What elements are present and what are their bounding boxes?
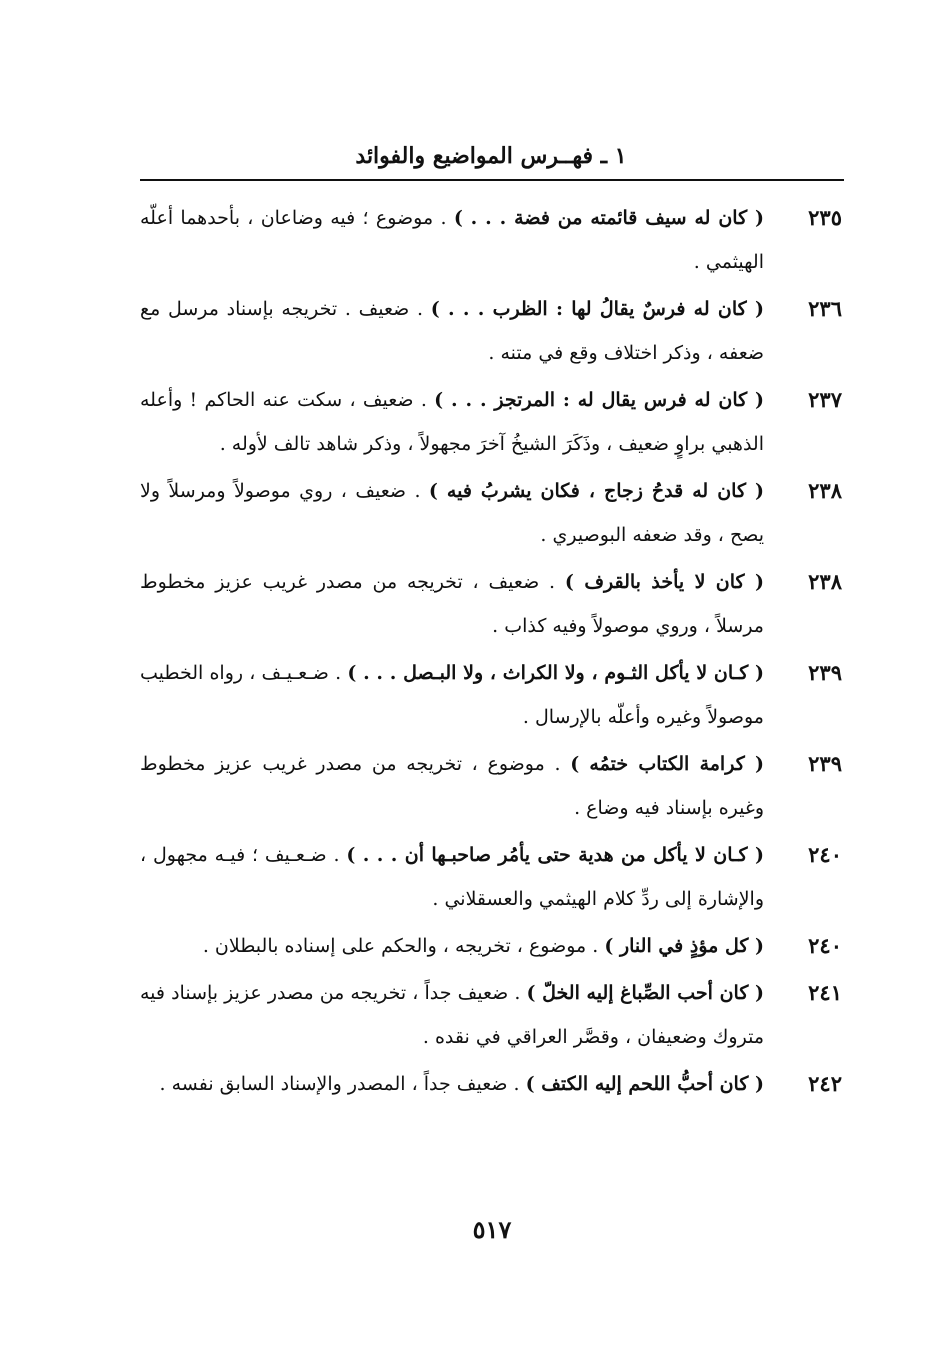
index-entries bbox=[140, 196, 844, 1109]
entry-body bbox=[140, 924, 764, 968]
entry-title: ( كل مؤذٍ في النار ) bbox=[604, 935, 764, 957]
entry-title: ( كان له سيف قائمته من فضة . . . ) bbox=[453, 207, 764, 229]
running-head: ١ ـ فهــرس المواضيع والفوائد bbox=[355, 143, 627, 169]
index-entry bbox=[140, 560, 844, 648]
page-number: ٥١٧ bbox=[472, 1215, 512, 1244]
entry-text: . ضعيف جداً ، المصدر والإسناد السابق نفسه . bbox=[159, 1073, 526, 1095]
entry-body bbox=[140, 196, 764, 284]
entry-body bbox=[140, 971, 764, 1059]
index-entry bbox=[140, 196, 844, 284]
entry-text: . ضعيف جداً ، تخريجه من مصدر عزيز بإسناد فيه متروك وضعيفان ، وقصَّر العراقي في نقده . bbox=[140, 982, 764, 1048]
entry-title: ( كـان لا يأكل الثـوم ، ولا الكراث ، ولا البـصل . . . ) bbox=[347, 662, 764, 684]
entry-title: ( كرامة الكتاب ختمُه ) bbox=[570, 753, 764, 775]
entry-title: ( كان أحب الصِّباغ إليه الخلّ ) bbox=[526, 982, 765, 1004]
index-entry bbox=[140, 287, 844, 375]
entry-text: . ضـعـيـف ، رواه الخطيب موصولاً وغيره وأعلّه بالإرسال . bbox=[140, 662, 764, 728]
entry-number: ٢٣٨ bbox=[808, 569, 842, 594]
entry-body bbox=[140, 833, 764, 921]
entry-number: ٢٤٠ bbox=[808, 842, 842, 867]
entry-title: ( كان له فرسٌ يقالُ لها : الظرب . . . ) bbox=[430, 298, 764, 320]
entry-body bbox=[140, 1062, 764, 1106]
entry-number: ٢٣٨ bbox=[808, 478, 842, 503]
entry-body bbox=[140, 651, 764, 739]
entry-title: ( كـان لا يأكل من هدية حتى يأمُر صاحبـها أن . . . ) bbox=[346, 844, 764, 866]
index-entry bbox=[140, 469, 844, 557]
entry-text: . ضـعـيف ؛ فيـه مجهول ، والإشارة إلى ردِّ كلام الهيثمي والعسقلاني . bbox=[140, 844, 764, 910]
index-entry bbox=[140, 378, 844, 466]
index-entry bbox=[140, 924, 844, 968]
index-entry bbox=[140, 651, 844, 739]
entry-text: . ضعيف ، تخريجه من مصدر غريب عزيز مخطوط مرسلاً ، وروي موصولاً وفيه كذاب . bbox=[140, 571, 764, 637]
index-entry bbox=[140, 833, 844, 921]
entry-number: ٢٣٧ bbox=[808, 387, 842, 412]
entry-body bbox=[140, 560, 764, 648]
entry-body bbox=[140, 378, 764, 466]
entry-title: ( كان له قدحُ زجاج ، فكان يشربُ فيه ) bbox=[428, 480, 764, 502]
entry-text: . ضعيف . تخريجه بإسناد مرسل مع ضعفه ، وذكر اختلاف وقع في متنه . bbox=[140, 298, 764, 364]
entry-text: . موضوع ، تخريجه من مصدر غريب عزيز مخطوط وغيره بإسناد فيه وضاع . bbox=[140, 753, 764, 819]
entry-body bbox=[140, 287, 764, 375]
header-rule bbox=[140, 179, 844, 181]
entry-title: ( كان له فرس يقال له : المرتجز . . . ) bbox=[434, 389, 764, 411]
entry-title: ( كان لا يأخذ بالقرف ) bbox=[564, 571, 764, 593]
entry-text: . موضوع ؛ فيه وضاعان ، بأحدهما أعلّه الهيثمي . bbox=[140, 207, 764, 273]
index-entry bbox=[140, 971, 844, 1059]
index-entry bbox=[140, 1062, 844, 1106]
entry-number: ٢٤٢ bbox=[808, 1071, 842, 1096]
entry-text: . موضوع ، تخريجه ، والحكم على إسناده بالبطلان . bbox=[202, 935, 605, 957]
entry-number: ٢٣٩ bbox=[808, 660, 842, 685]
entry-text: . ضعيف ، سكت عنه الحاكم ! وأعله الذهبي براوٍ ضعيف ، وذَكَرَ الشيخُ آخرَ مجهولاً ، وذكر شاهد تالف لأوله . bbox=[140, 389, 764, 455]
entry-title: ( كان أحبُّ اللحم إليه الكتف ) bbox=[525, 1073, 764, 1095]
entry-body bbox=[140, 742, 764, 830]
entry-number: ٢٣٩ bbox=[808, 751, 842, 776]
entry-number: ٢٣٥ bbox=[808, 205, 842, 230]
entry-body bbox=[140, 469, 764, 557]
entry-number: ٢٤٠ bbox=[808, 933, 842, 958]
entry-number: ٢٤١ bbox=[808, 980, 842, 1005]
index-entry bbox=[140, 742, 844, 830]
entry-number: ٢٣٦ bbox=[808, 296, 842, 321]
entry-text: . ضعيف ، روي موصولاً ومرسلاً ولا يصح ، وقد ضعفه البوصيري . bbox=[140, 480, 764, 546]
